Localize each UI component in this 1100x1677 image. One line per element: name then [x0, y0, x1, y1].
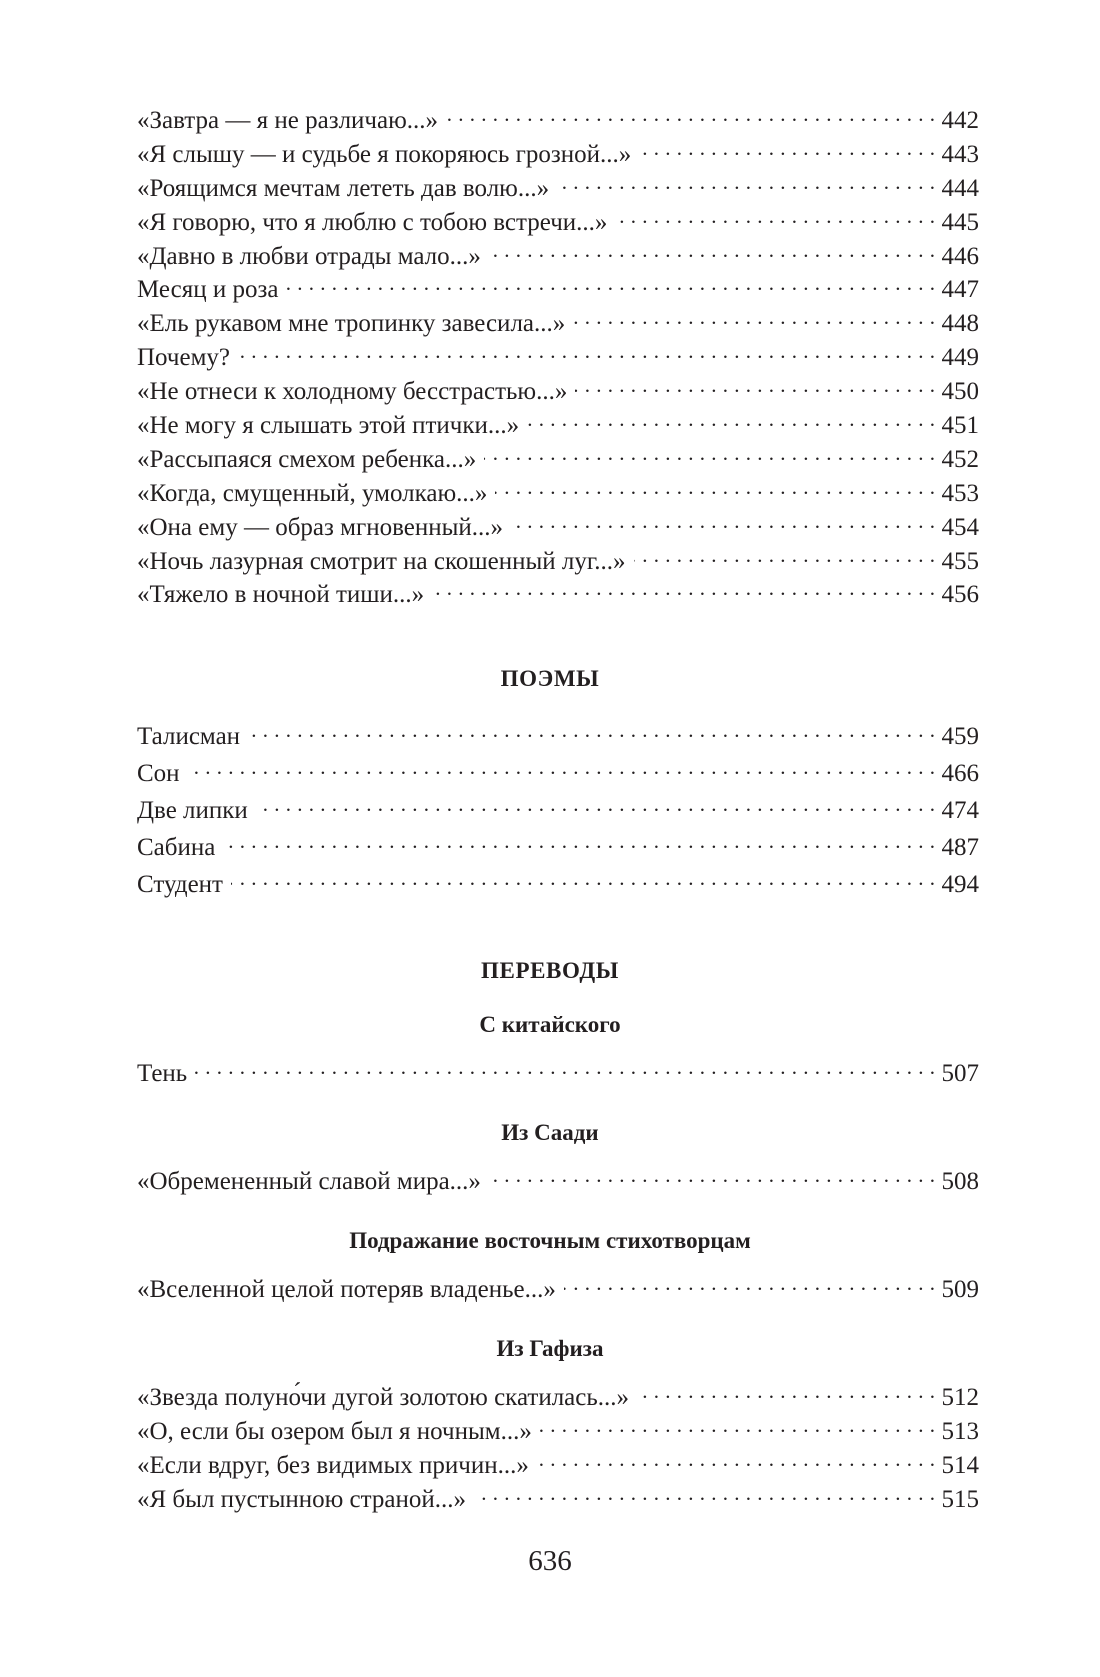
toc-entry [137, 441, 979, 475]
hafiz-list [137, 1379, 979, 1515]
toc-entry-title: «Тяжело в ночной тиши...» [137, 581, 425, 609]
dot-leader [474, 1481, 936, 1507]
dot-leader [511, 509, 935, 535]
toc-entry-title: «Ель рукавом мне тропинку завесила...» [137, 310, 566, 338]
toc-entry-page: 513 [941, 1418, 979, 1445]
saadi-subheading: Из Саади [501, 1120, 599, 1145]
chinese-list [137, 1055, 979, 1089]
toc-entry-title: «Не могу я слышать этой птички...» [137, 412, 520, 440]
toc-entry [137, 829, 979, 866]
toc-entry-page: 450 [941, 378, 979, 406]
toc-entry-title: «Когда, смущенный, умолкаю...» [137, 479, 488, 507]
eastern-subheading: Подражание восточным стихотворцам [349, 1228, 751, 1253]
dot-leader [223, 829, 935, 855]
dot-leader [432, 576, 935, 602]
toc-entry-title: Две липки [137, 797, 248, 824]
dot-leader [238, 339, 936, 365]
lyrics-list [137, 102, 979, 610]
toc-entry-page: 509 [941, 1276, 979, 1303]
toc-entry-page: 456 [941, 581, 979, 609]
toc-entry [137, 1055, 979, 1089]
toc-entry-page: 444 [941, 174, 979, 202]
poems-list [137, 718, 979, 903]
toc-entry-page: 512 [941, 1384, 979, 1411]
toc-entry [137, 271, 979, 305]
toc-entry [137, 170, 979, 204]
toc-entry-page: 452 [941, 445, 979, 473]
toc-entry-title: «Я говорю, что я люблю с тобою встречи...» [137, 208, 608, 236]
dot-leader [489, 1163, 936, 1189]
poems-heading: ПОЭМЫ [500, 666, 600, 691]
dot-leader [540, 1413, 936, 1439]
dot-leader [575, 373, 935, 399]
toc-entry-title: Сабина [137, 834, 216, 861]
toc-entry [137, 718, 979, 755]
dot-leader [256, 792, 936, 818]
dot-leader [248, 718, 935, 744]
toc-entry [137, 509, 979, 543]
toc-entry-title: «Если вдруг, без видимых причин...» [137, 1452, 529, 1479]
dot-leader [639, 136, 935, 162]
toc-entry [137, 407, 979, 441]
eastern-list [137, 1271, 979, 1305]
toc-entry-page: 487 [941, 834, 979, 861]
toc-entry-title: «Звезда полуно́чи дугой золотою скатилась...» [137, 1384, 630, 1411]
dot-leader [231, 866, 936, 892]
saadi-list [137, 1163, 979, 1197]
toc-entry-page: 459 [941, 723, 979, 750]
dot-leader [195, 1055, 935, 1081]
toc-entry-title: «Роящимся мечтам лететь дав волю...» [137, 174, 550, 202]
toc-entry-title: Сон [137, 760, 180, 787]
toc-entry-title: «Завтра — я не различаю...» [137, 107, 439, 134]
toc-entry-page: 455 [941, 547, 979, 575]
toc-entry [137, 792, 979, 829]
toc-entry-page: 453 [941, 479, 979, 507]
toc-entry-page: 466 [941, 760, 979, 787]
toc-entry-title: «Рассыпаяся смехом ребенка...» [137, 445, 477, 473]
toc-entry [137, 866, 979, 903]
toc-entry-page: 447 [941, 276, 979, 304]
toc-entry-page: 449 [941, 344, 979, 372]
toc-entry-page: 446 [941, 242, 979, 270]
toc-entry [137, 1163, 979, 1197]
toc-entry-title: «Ночь лазурная смотрит на скошенный луг...» [137, 547, 626, 575]
toc-entry [137, 339, 979, 373]
toc-entry-page: 442 [941, 107, 979, 134]
dot-leader [637, 1379, 935, 1405]
toc-entry-page: 515 [941, 1486, 979, 1513]
toc-entry-title: «Она ему — образ мгновенный...» [137, 513, 504, 541]
toc-entry-title: Почему? [137, 344, 230, 372]
toc-entry-title: «Я был пустынною страной...» [137, 1486, 466, 1513]
page-number: 636 [528, 1545, 572, 1577]
toc-entry-page: 448 [941, 310, 979, 338]
toc-entry-title: «О, если бы озером был я ночным...» [137, 1418, 532, 1445]
toc-entry-page: 508 [941, 1168, 979, 1195]
toc-entry [137, 102, 979, 136]
dot-leader [484, 441, 935, 467]
toc-entry-title: Студент [137, 871, 223, 898]
dot-leader [527, 407, 935, 433]
dot-leader [557, 170, 935, 196]
dot-leader [615, 204, 935, 230]
chinese-subheading: С китайского [479, 1012, 621, 1037]
toc-entry [137, 1379, 979, 1413]
toc-entry-title: Талисман [137, 723, 241, 750]
toc-entry-page: 494 [941, 871, 979, 898]
toc-entry-title: «Не отнеси к холодному бесстрастью...» [137, 378, 568, 406]
toc-entry [137, 305, 979, 339]
toc-entry-page: 451 [941, 412, 979, 440]
dot-leader [489, 238, 936, 264]
translations-heading: ПЕРЕВОДЫ [481, 958, 619, 983]
toc-entry [137, 238, 979, 272]
toc-entry [137, 204, 979, 238]
dot-leader [573, 305, 935, 331]
dot-leader [188, 755, 936, 781]
toc-entry [137, 576, 979, 610]
toc-entry [137, 1271, 979, 1305]
dot-leader [286, 271, 935, 297]
toc-entry [137, 136, 979, 170]
toc-entry-title: Месяц и роза [137, 276, 279, 304]
toc-entry-page: 443 [941, 140, 979, 168]
toc-entry-page: 445 [941, 208, 979, 236]
dot-leader [564, 1271, 936, 1297]
toc-entry-title: «Я слышу — и судьбе я покоряюсь грозной...» [137, 140, 632, 168]
toc-entry-page: 507 [941, 1060, 979, 1087]
toc-entry-title: Тень [137, 1060, 188, 1087]
dot-leader [634, 543, 936, 569]
dot-leader [537, 1447, 936, 1473]
toc-entry-page: 474 [941, 797, 979, 824]
toc-entry-title: «Вселенной целой потеряв владенье...» [137, 1276, 556, 1303]
toc-entry [137, 755, 979, 792]
toc-entry-title: «Обремененный славой мира...» [137, 1168, 481, 1195]
toc-entry-page: 454 [941, 513, 979, 541]
toc-entry [137, 475, 979, 509]
toc-entry [137, 1447, 979, 1481]
dot-leader [446, 102, 935, 128]
toc-entry-page: 514 [941, 1452, 979, 1479]
hafiz-subheading: Из Гафиза [496, 1336, 604, 1361]
toc-entry [137, 1413, 979, 1447]
dot-leader [495, 475, 935, 501]
toc-entry-title: «Давно в любви отрады мало...» [137, 242, 481, 270]
toc-entry [137, 543, 979, 577]
toc-entry [137, 1481, 979, 1515]
toc-entry [137, 373, 979, 407]
